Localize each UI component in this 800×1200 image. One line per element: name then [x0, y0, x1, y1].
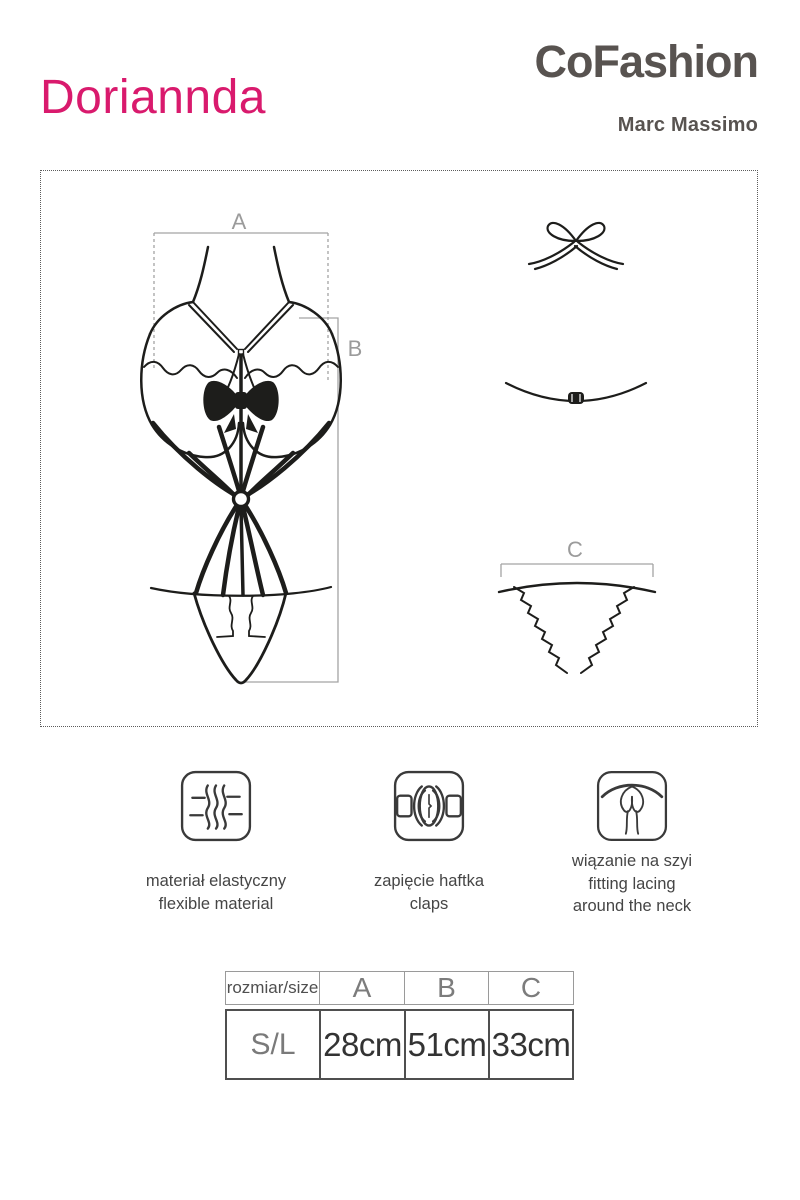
feature-caption	[319, 870, 539, 915]
size-table-cell-c: 33cm	[488, 1011, 572, 1078]
size-table-cell-b: 51cm	[404, 1011, 488, 1078]
size-table	[225, 971, 574, 1080]
neck-tie-drawing	[529, 223, 623, 269]
size-table-header-row	[225, 971, 574, 1005]
measurement-label-a: A	[231, 209, 247, 234]
size-table-header-cell: rozmiar/size	[226, 978, 319, 997]
size-table-header-cell: B	[404, 972, 488, 1004]
feature-caption	[106, 870, 326, 915]
feature-hook-clasp	[319, 769, 539, 915]
product-diagram	[40, 170, 758, 727]
size-table-cell-size: S/L	[250, 1027, 296, 1061]
hook-clasp-icon	[392, 769, 466, 843]
feature-caption-line: flexible material	[158, 894, 274, 913]
feature-caption-line: around the neck	[572, 897, 692, 915]
bottom-piece-drawing	[499, 583, 655, 673]
brand-designer: Marc Massimo	[617, 114, 758, 136]
size-table-header-cell: A	[319, 972, 404, 1004]
measurement-label-b: B	[347, 336, 363, 361]
neck-lacing-icon	[595, 769, 669, 843]
feature-caption-line: fitting lacing	[588, 874, 676, 893]
product-title: Doriannda	[40, 71, 266, 124]
waist-strap-drawing	[506, 383, 646, 404]
feature-caption-line: materiał elastyczny	[145, 872, 287, 890]
size-table-cell-a: 28cm	[319, 1011, 404, 1078]
brand-logo: CoFashion	[534, 36, 758, 87]
measurement-label-c: C	[567, 537, 583, 562]
size-table-data-row	[225, 1009, 574, 1080]
feature-caption	[522, 850, 742, 918]
feature-caption-line: claps	[409, 894, 449, 913]
size-table-header-cell: C	[488, 972, 573, 1004]
feature-caption-line: wiązanie na szyi	[571, 852, 693, 870]
elastic-material-icon	[179, 769, 253, 843]
garment-drawing	[41, 171, 757, 726]
feature-neck-lacing	[522, 769, 742, 918]
teddy-front-drawing	[141, 247, 341, 683]
feature-caption-line: zapięcie haftka	[373, 872, 485, 890]
feature-elastic-material	[106, 769, 326, 915]
